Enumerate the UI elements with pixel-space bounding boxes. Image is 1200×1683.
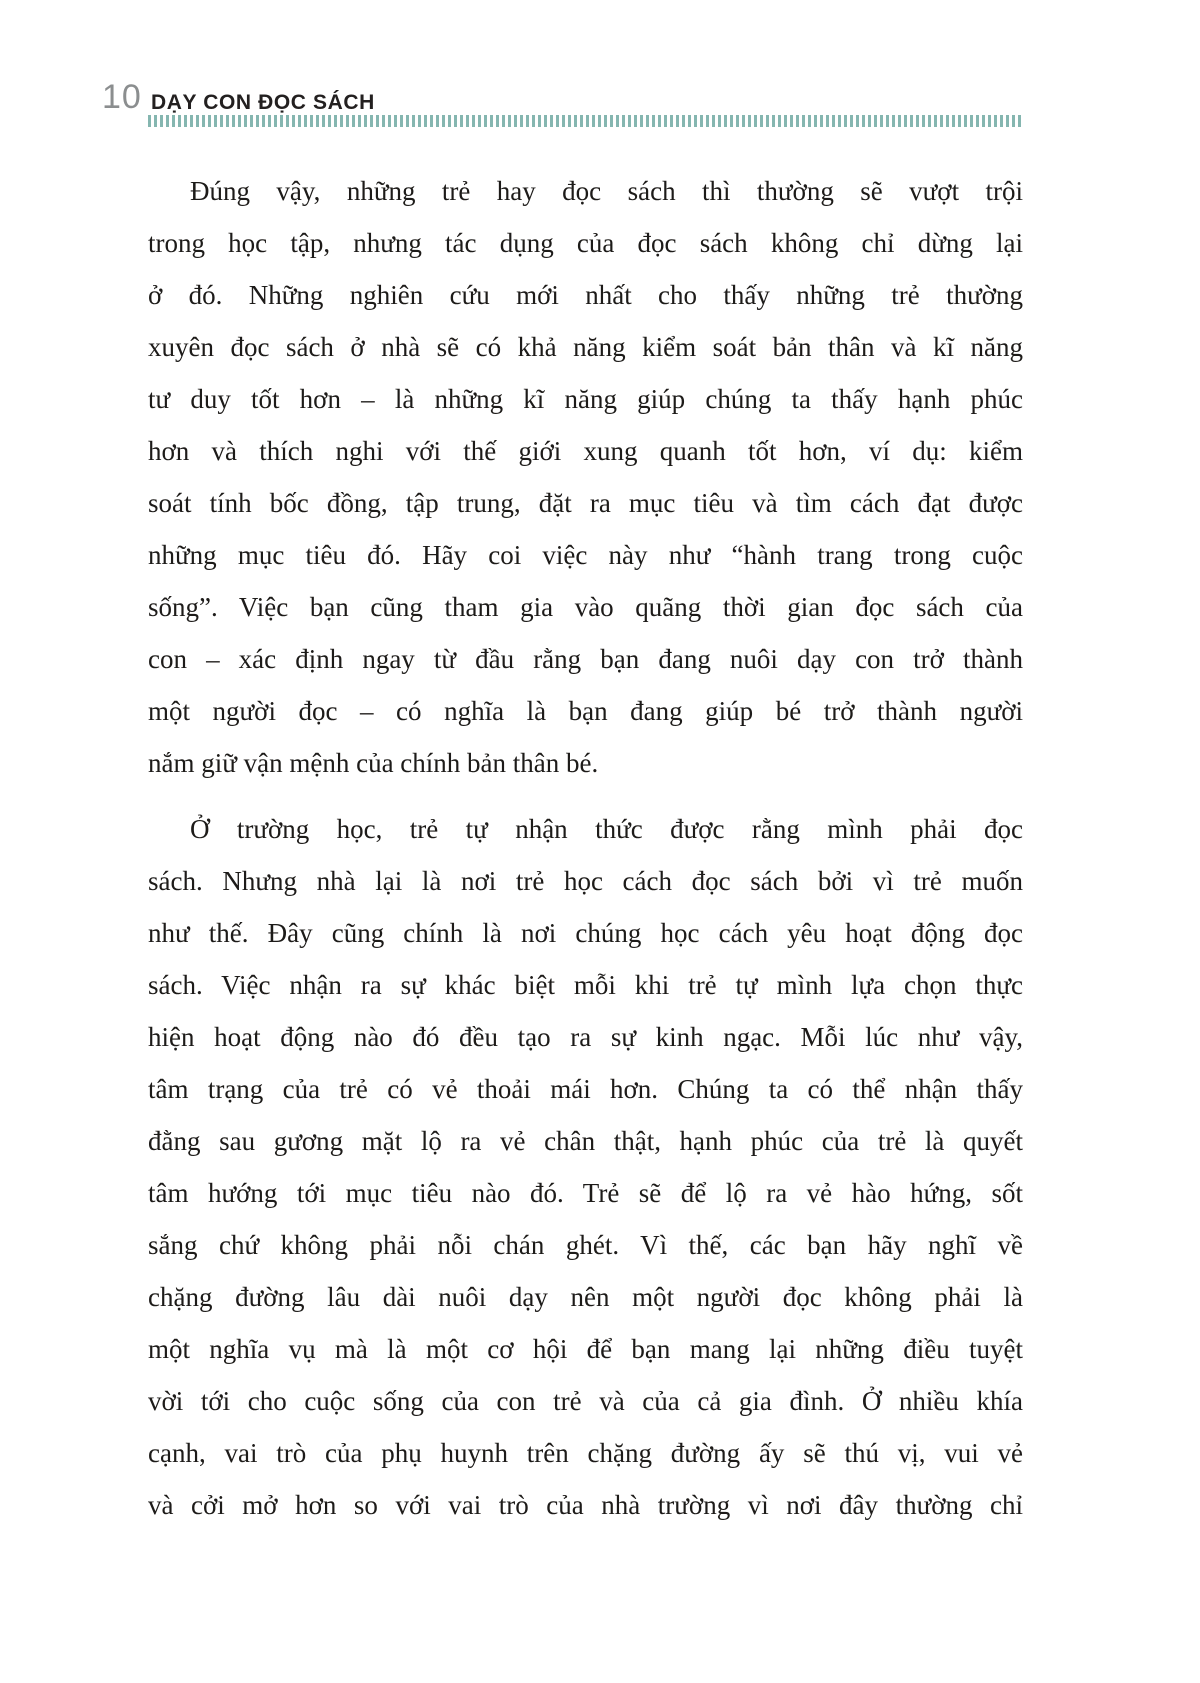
running-title: DẠY CON ĐỌC SÁCH [151,91,375,114]
text-line: tâm hướng tới mục tiêu nào đó. Trẻ sẽ để lộ ra vẻ hào hứng, sốt [148,1178,1023,1208]
body-text [148,165,1023,1531]
text-line: sách. Nhưng nhà lại là nơi trẻ học cách đọc sách bởi vì trẻ muốn [148,866,1023,896]
paragraph [148,165,1023,789]
text-line: trong học tập, nhưng tác dụng của đọc sách không chỉ dừng lại [148,228,1023,258]
text-line: một nghĩa vụ mà là một cơ hội để bạn mang lại những điều tuyệt [148,1334,1023,1364]
text-line: hơn và thích nghi với thế giới xung quanh tốt hơn, ví dụ: kiểm [148,436,1023,466]
text-line: sách. Việc nhận ra sự khác biệt mỗi khi trẻ tự mình lựa chọn thực [148,970,1023,1000]
text-line: những mục tiêu đó. Hãy coi việc này như “hành trang trong cuộc [148,540,1023,570]
text-line: soát tính bốc đồng, tập trung, đặt ra mục tiêu và tìm cách đạt được [148,488,1023,518]
page-number: 10 [102,78,142,116]
text-line: ở đó. Những nghiên cứu mới nhất cho thấy những trẻ thường [148,280,1023,310]
text-line: vời tới cho cuộc sống của con trẻ và của cả gia đình. Ở nhiều khía [148,1386,1023,1416]
text-line: một người đọc – có nghĩa là bạn đang giúp bé trở thành người [148,696,1023,726]
text-line: chặng đường lâu dài nuôi dạy nên một người đọc không phải là [148,1282,1023,1312]
text-line: cạnh, vai trò của phụ huynh trên chặng đường ấy sẽ thú vị, vui vẻ [148,1438,1023,1468]
header-stripe-rule [148,115,1023,127]
text-line: như thế. Đây cũng chính là nơi chúng học cách yêu hoạt động đọc [148,918,1023,948]
text-line: và cởi mở hơn so với vai trò của nhà trường vì nơi đây thường chỉ [148,1490,1023,1520]
text-line: Ở trường học, trẻ tự nhận thức được rằng mình phải đọc [190,814,1023,844]
paragraph [148,803,1023,1531]
text-line: sắng chứ không phải nỗi chán ghét. Vì thế, các bạn hãy nghĩ về [148,1230,1023,1260]
text-line: xuyên đọc sách ở nhà sẽ có khả năng kiểm soát bản thân và kĩ năng [148,332,1023,362]
text-line: con – xác định ngay từ đầu rằng bạn đang nuôi dạy con trở thành [148,644,1023,674]
text-line: đằng sau gương mặt lộ ra vẻ chân thật, hạnh phúc của trẻ là quyết [148,1126,1023,1156]
text-line: tâm trạng của trẻ có vẻ thoải mái hơn. Chúng ta có thể nhận thấy [148,1074,1023,1104]
text-line: tư duy tốt hơn – là những kĩ năng giúp chúng ta thấy hạnh phúc [148,384,1023,414]
text-line: nắm giữ vận mệnh của chính bản thân bé. [148,748,599,778]
text-line: hiện hoạt động nào đó đều tạo ra sự kinh ngạc. Mỗi lúc như vậy, [148,1022,1023,1052]
text-line: sống”. Việc bạn cũng tham gia vào quãng thời gian đọc sách của [148,592,1023,622]
text-line: Đúng vậy, những trẻ hay đọc sách thì thường sẽ vượt trội [190,176,1023,206]
